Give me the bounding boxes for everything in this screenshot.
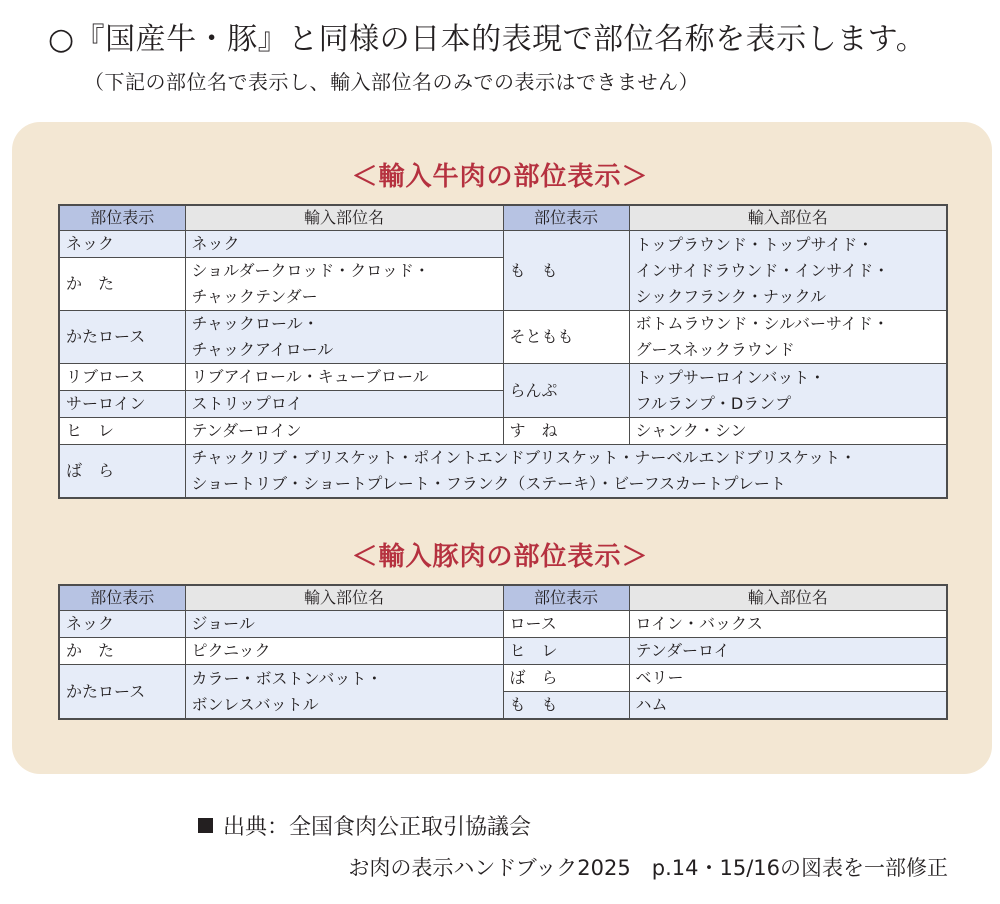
table-row xyxy=(59,311,947,364)
imported-name-line: チャックアイロール xyxy=(191,340,334,359)
table-header-row xyxy=(59,205,947,231)
cut-label: か た xyxy=(59,638,185,665)
cut-label: も も xyxy=(503,692,629,720)
cut-label: ネック xyxy=(59,231,185,258)
cut-label: ば ら xyxy=(503,665,629,692)
page-subheading: （下記の部位名で表示し、輸入部位名のみでの表示はできません） xyxy=(84,70,699,94)
header-label: 部位表示 xyxy=(503,585,629,611)
imported-name-line: シックフランク・ナックル xyxy=(635,286,827,306)
imported-name: ロイン・バックス xyxy=(629,611,947,638)
pork-section-title: ＜輸入豚肉の部位表示＞ xyxy=(351,542,649,572)
cut-label: ヒ レ xyxy=(503,638,629,665)
table-row xyxy=(59,611,947,638)
imported-name-line: フルランプ・Dランプ xyxy=(635,393,792,413)
imported-name xyxy=(185,258,503,311)
imported-name-line: トップサーロインバット・ xyxy=(635,367,826,387)
cut-label: ば ら xyxy=(59,445,185,499)
cut-label: かたロース xyxy=(59,311,185,364)
header-label: 部位表示 xyxy=(59,585,185,611)
cut-label: サーロイン xyxy=(59,391,185,418)
imported-name: ベリー xyxy=(629,665,947,692)
imported-name xyxy=(185,665,503,720)
table-header-row xyxy=(59,585,947,611)
imported-name-line: カラー・ボストンバット・ xyxy=(191,668,383,688)
table-row xyxy=(59,665,947,692)
cut-label: ロース xyxy=(503,611,629,638)
imported-name: テンダーロイ xyxy=(629,638,947,665)
imported-name-line: トップラウンド・トップサイド・ xyxy=(635,234,874,254)
imported-name-line: ボトムラウンド・シルバーサイド・ xyxy=(635,314,889,333)
reference-note: お肉の表示ハンドブック2025 p.14・15/16の図表を一部修正 xyxy=(348,856,948,880)
imported-name: シャンク・シン xyxy=(629,418,947,445)
table-row xyxy=(59,638,947,665)
imported-name xyxy=(629,231,947,311)
page-heading: ○『国産牛・豚』と同様の日本的表現で部位名称を表示します。 xyxy=(48,22,927,57)
table-row xyxy=(59,445,947,499)
cut-label: す ね xyxy=(503,418,629,445)
header-imported: 輸入部位名 xyxy=(629,585,947,611)
imported-name xyxy=(185,445,947,499)
table-row xyxy=(59,418,947,445)
header-imported: 輸入部位名 xyxy=(185,205,503,231)
imported-name: ジョール xyxy=(185,611,503,638)
imported-name: ハム xyxy=(629,692,947,720)
cut-label: か た xyxy=(59,258,185,311)
beef-cuts-table xyxy=(58,204,948,499)
imported-name: ストリップロイ xyxy=(185,391,503,418)
cut-label: も も xyxy=(503,231,629,311)
header-imported: 輸入部位名 xyxy=(629,205,947,231)
imported-name-line: チャックリブ・ブリスケット・ポイントエンドブリスケット・ナーベルエンドブリスケット・ xyxy=(191,448,857,467)
table-row xyxy=(59,231,947,258)
cut-label: リブロース xyxy=(59,364,185,391)
imported-name-line: インサイドラウンド・インサイド・ xyxy=(635,260,890,280)
cut-label: ヒ レ xyxy=(59,418,185,445)
cut-label: かたロース xyxy=(59,665,185,720)
imported-name-line: ショートリブ・ショートプレート・フランク（ステーキ）・ビーフスカートプレート xyxy=(191,474,786,493)
header-label: 部位表示 xyxy=(503,205,629,231)
imported-name-line: チャックテンダー xyxy=(191,287,318,306)
cut-label: らんぷ xyxy=(503,364,629,418)
imported-name-line: チャックロール・ xyxy=(191,314,319,333)
source-text: 出典：全国食肉公正取引協議会 xyxy=(223,815,532,840)
square-bullet-icon xyxy=(198,818,213,833)
imported-name-line: ボンレスバットル xyxy=(191,694,319,714)
imported-name xyxy=(629,311,947,364)
imported-name: リブアイロール・キューブロール xyxy=(185,364,503,391)
beef-section-title: ＜輸入牛肉の部位表示＞ xyxy=(351,162,649,192)
header-imported: 輸入部位名 xyxy=(185,585,503,611)
imported-name: ピクニック xyxy=(185,638,503,665)
header-label: 部位表示 xyxy=(59,205,185,231)
cut-label: ネック xyxy=(59,611,185,638)
pork-cuts-table xyxy=(58,584,948,720)
imported-name: ネック xyxy=(185,231,503,258)
imported-name-line: グースネックラウンド xyxy=(635,340,795,359)
cut-label: そともも xyxy=(503,311,629,364)
table-row xyxy=(59,364,947,391)
imported-name xyxy=(629,364,947,418)
source-note xyxy=(198,810,531,841)
imported-name-line: ショルダークロッド・クロッド・ xyxy=(191,261,430,280)
imported-name: テンダーロイン xyxy=(185,418,503,445)
imported-name xyxy=(185,311,503,364)
